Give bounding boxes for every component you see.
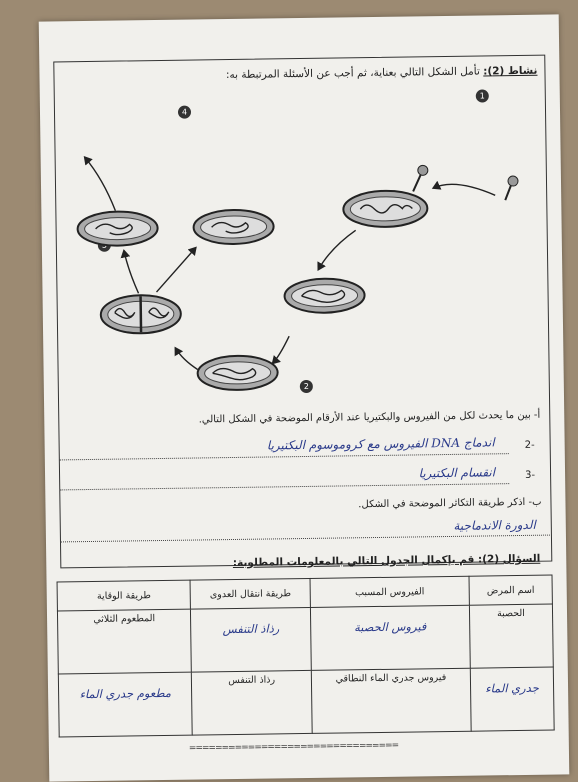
lysogenic-cycle-diagram <box>54 115 548 412</box>
bacterium-dividing <box>101 295 182 334</box>
header-causing-virus: الفيروس المسبب <box>310 576 469 607</box>
worksheet-page <box>39 14 570 781</box>
table-cell <box>311 668 471 733</box>
header-disease-name: اسم المرض <box>469 575 552 605</box>
header-prevention: طريقة الوقاية <box>57 580 191 611</box>
question-a: أ- بين ما يحدث لكل من الفيروس والبكتيريا عند الأرقام الموضحة في الشكل التالي. <box>198 409 541 426</box>
table-cell <box>58 672 192 737</box>
table-row <box>58 667 554 737</box>
daughter-bacterium-left <box>77 211 157 246</box>
item-number-3: 3- <box>525 469 536 481</box>
virus-free <box>505 176 518 200</box>
cell-printed: الحصبة <box>496 607 525 620</box>
disease-table <box>57 575 555 738</box>
table-cell <box>191 607 312 672</box>
table-cell <box>192 670 313 735</box>
activity-text: تأمل الشكل التالي بعناية، ثم أجب عن الأسئلة المرتبطة به: <box>225 65 480 82</box>
question-b: ب- اذكر طريقة التكاثر الموضحة في الشكل. <box>358 496 542 511</box>
cell-handwritten: فيروس الحصبة <box>353 619 427 635</box>
cell-handwritten: رذاذ التنفس <box>222 621 280 637</box>
item-number-2: 2- <box>524 439 535 451</box>
cell-handwritten: مطعوم جدري الماء <box>79 685 172 702</box>
marker-2: 2 <box>300 380 313 393</box>
virus-attached <box>413 165 428 191</box>
cell-printed: رذاذ التنفس <box>228 674 276 687</box>
table-question-title: السؤال (2): قم بإكمال الجدول التالي بالمعلومات المطلوبة: <box>232 552 541 570</box>
table-cell <box>469 604 553 668</box>
activity-label: نشاط (2): <box>483 64 538 78</box>
answer-3: انقسام البكتيريا <box>418 465 496 481</box>
table-cell <box>57 609 191 674</box>
marker-4: 4 <box>178 106 191 119</box>
bacterium-step3 <box>197 355 277 390</box>
bacterium-step2 <box>284 278 364 313</box>
answer-b: الدورة الاندماجية <box>453 517 536 533</box>
cell-printed: فيروس جدري الماء النطاقي <box>335 672 447 685</box>
bacterium-step1 <box>343 190 427 227</box>
answer-2: اندماج DNA الفيروس مع كروموسوم البكتيريا <box>266 435 495 453</box>
cell-handwritten: جدري الماء <box>485 680 539 696</box>
table-cell <box>311 605 471 670</box>
daughter-bacterium-right <box>193 209 273 244</box>
marker-1: 1 <box>476 89 489 102</box>
footer-separator: ================================ <box>188 740 399 754</box>
header-transmission: طريقة انتقال العدوى <box>190 578 310 609</box>
table-cell <box>470 667 554 731</box>
cell-printed: المطعوم الثلاثي <box>93 613 156 625</box>
table-row <box>57 604 553 674</box>
